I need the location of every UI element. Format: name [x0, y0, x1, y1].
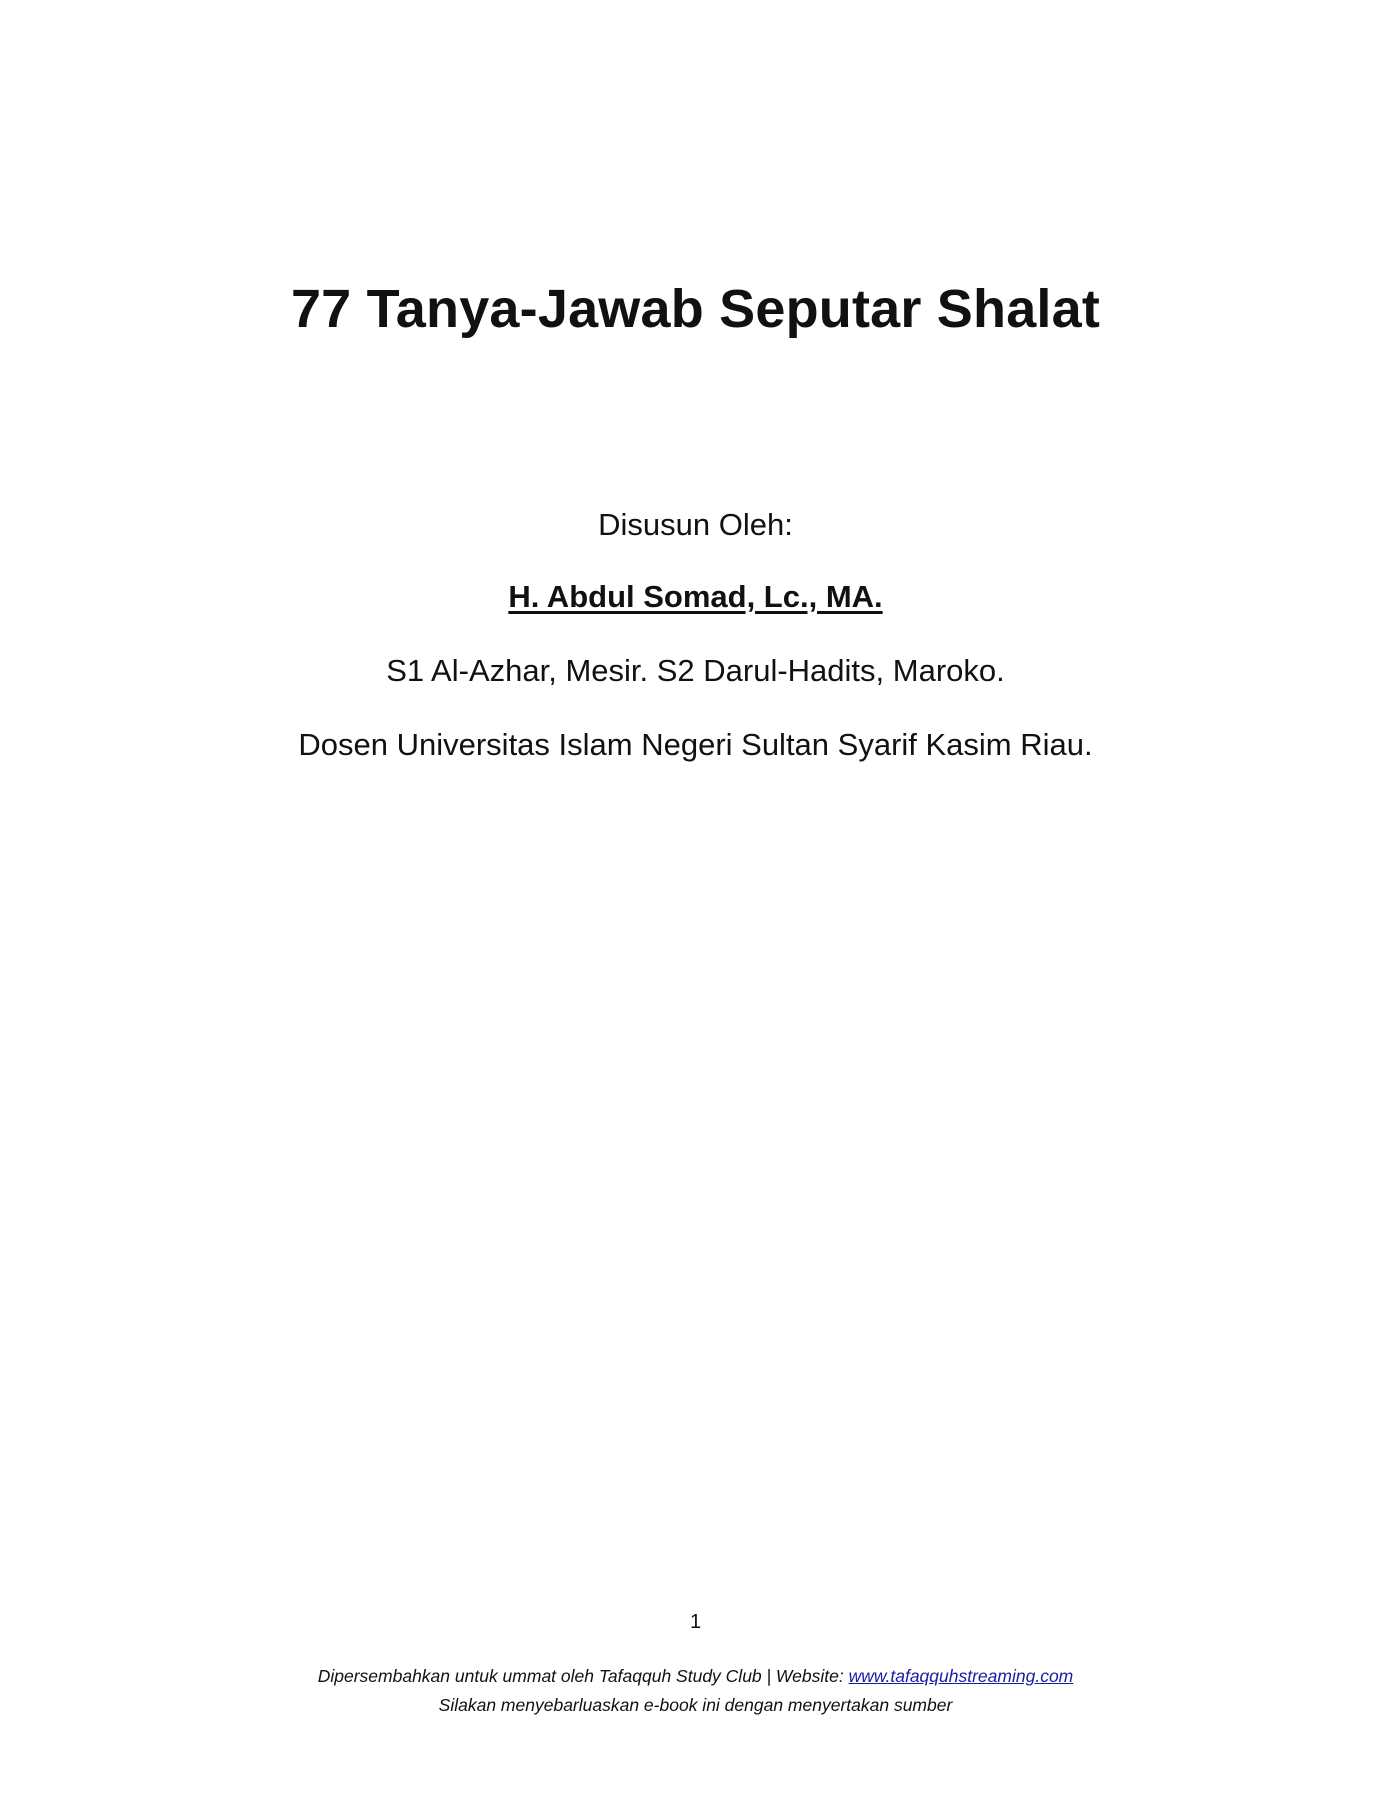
byline-label: Disusun Oleh: [598, 507, 793, 542]
author-name: H. Abdul Somad, Lc., MA. [508, 579, 883, 614]
footer-share-note: Silakan menyebarluaskan e-book ini dengan menyertakan sumber [438, 1695, 953, 1715]
footer-dedication-text: Dipersembahkan untuk ummat oleh Tafaqquh Study Club | Website: [317, 1666, 849, 1686]
author-education: S1 Al-Azhar, Mesir. S2 Darul-Hadits, Maroko. [386, 653, 1005, 688]
footer-dedication-line [0, 1666, 1391, 1687]
website-link[interactable]: www.tafaqquhstreaming.com [848, 1666, 1074, 1686]
author-position: Dosen Universitas Islam Negeri Sultan Syarif Kasim Riau. [298, 727, 1093, 762]
page-number: 1 [689, 1611, 702, 1633]
document-title: 77 Tanya-Jawab Seputar Shalat [290, 279, 1101, 339]
